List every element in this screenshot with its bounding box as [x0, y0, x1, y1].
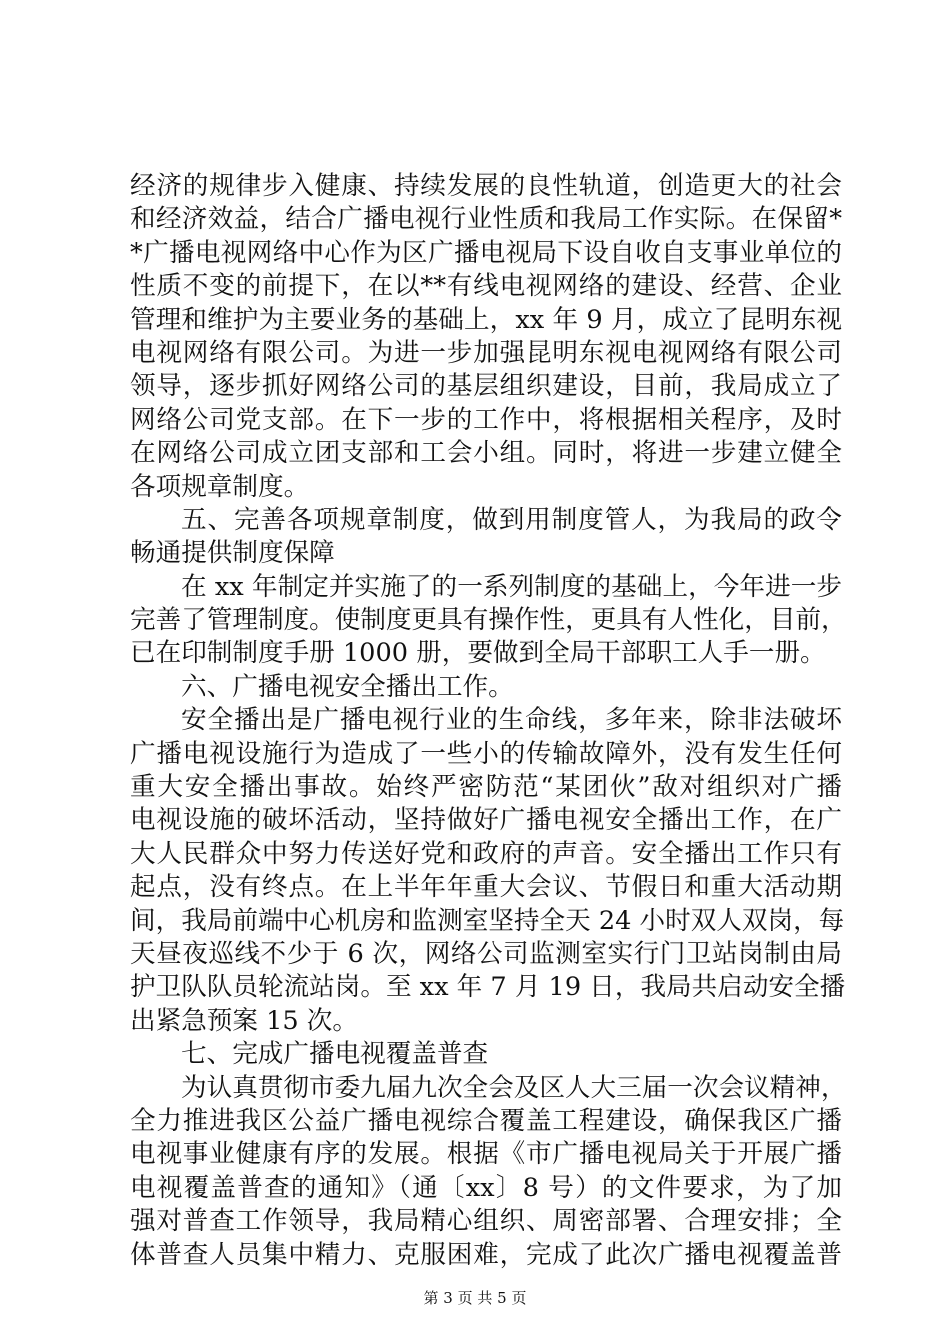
text-line: 各项规章制度。: [130, 471, 310, 502]
text-line: 出紧急预案 15 次。: [130, 1005, 358, 1036]
text-line: 全力推进我区公益广播电视综合覆盖工程建设，确保我区广播: [130, 1105, 842, 1136]
text-line: 在 xx 年制定并实施了的一系列制度的基础上，今年进一步: [181, 571, 842, 602]
text-line: 已在印制制度手册 1000 册，要做到全局干部职工人手一册。: [130, 638, 826, 669]
text-line: 体普查人员集中精力、克服困难，完成了此次广播电视覆盖普: [130, 1239, 842, 1270]
document-body: [130, 170, 847, 1272]
text-line: 五、完善各项规章制度，做到用制度管人，为我局的政令: [181, 504, 842, 535]
text-line: 天昼夜巡线不少于 6 次，网络公司监测室实行门卫站岗制由局: [130, 938, 842, 969]
text-line: 网络公司党支部。在下一步的工作中，将根据相关程序，及时: [130, 404, 842, 435]
text-line: 在网络公司成立团支部和工会小组。同时，将进一步建立健全: [130, 438, 842, 469]
text-line: 安全播出是广播电视行业的生命线，多年来，除非法破坏: [181, 705, 842, 736]
text-line: 电视事业健康有序的发展。根据《市广播电视局关于开展广播: [130, 1139, 842, 1170]
text-line: 领导，逐步抓好网络公司的基层组织建设，目前，我局成立了: [130, 371, 842, 402]
text-line: *广播电视网络中心作为区广播电视局下设自收自支事业单位的: [130, 237, 842, 268]
text-line: 七、完成广播电视覆盖普查: [181, 1039, 489, 1070]
text-line: 和经济效益，结合广播电视行业性质和我局工作实际。在保留*: [130, 204, 842, 235]
text-line: 起点，没有终点。在上半年年重大会议、节假日和重大活动期: [130, 872, 842, 903]
text-line: 间，我局前端中心机房和监测室坚持全天 24 小时双人双岗，每: [130, 905, 845, 936]
text-line: 电视覆盖普查的通知》（通〔xx〕8 号）的文件要求，为了加: [130, 1172, 842, 1203]
text-line: 完善了管理制度。使制度更具有操作性，更具有人性化，目前，: [130, 605, 847, 636]
text-line: 电视设施的破坏活动，坚持做好广播电视安全播出工作，在广: [130, 805, 842, 836]
text-line: 大人民群众中努力传送好党和政府的声音。安全播出工作只有: [130, 838, 842, 869]
page-footer: 第 3 页 共 5 页: [423, 1289, 527, 1307]
text-line: 电视网络有限公司。为进一步加强昆明东视电视网络有限公司: [130, 337, 842, 368]
text-line: 六、广播电视安全播出工作。: [181, 671, 514, 702]
text-line: 重大安全播出事故。始终严密防范“某团伙”敌对组织对广播: [130, 772, 842, 803]
text-line: 经济的规律步入健康、持续发展的良性轨道，创造更大的社会: [130, 171, 842, 201]
text-line: 为认真贯彻市委九届九次全会及区人大三届一次会议精神，: [181, 1072, 847, 1103]
text-line: 强对普查工作领导，我局精心组织、周密部署、合理安排；全: [130, 1206, 842, 1237]
text-line: 护卫队队员轮流站岗。至 xx 年 7 月 19 日，我局共启动安全播: [130, 972, 846, 1003]
text-line: 性质不变的前提下，在以**有线电视网络的建设、经营、企业: [130, 271, 842, 302]
text-line: 畅通提供制度保障: [130, 538, 335, 569]
text-line: 广播电视设施行为造成了一些小的传输故障外，没有发生任何: [130, 738, 842, 769]
text-line: 管理和维护为主要业务的基础上，xx 年 9 月，成立了昆明东视: [130, 304, 842, 335]
